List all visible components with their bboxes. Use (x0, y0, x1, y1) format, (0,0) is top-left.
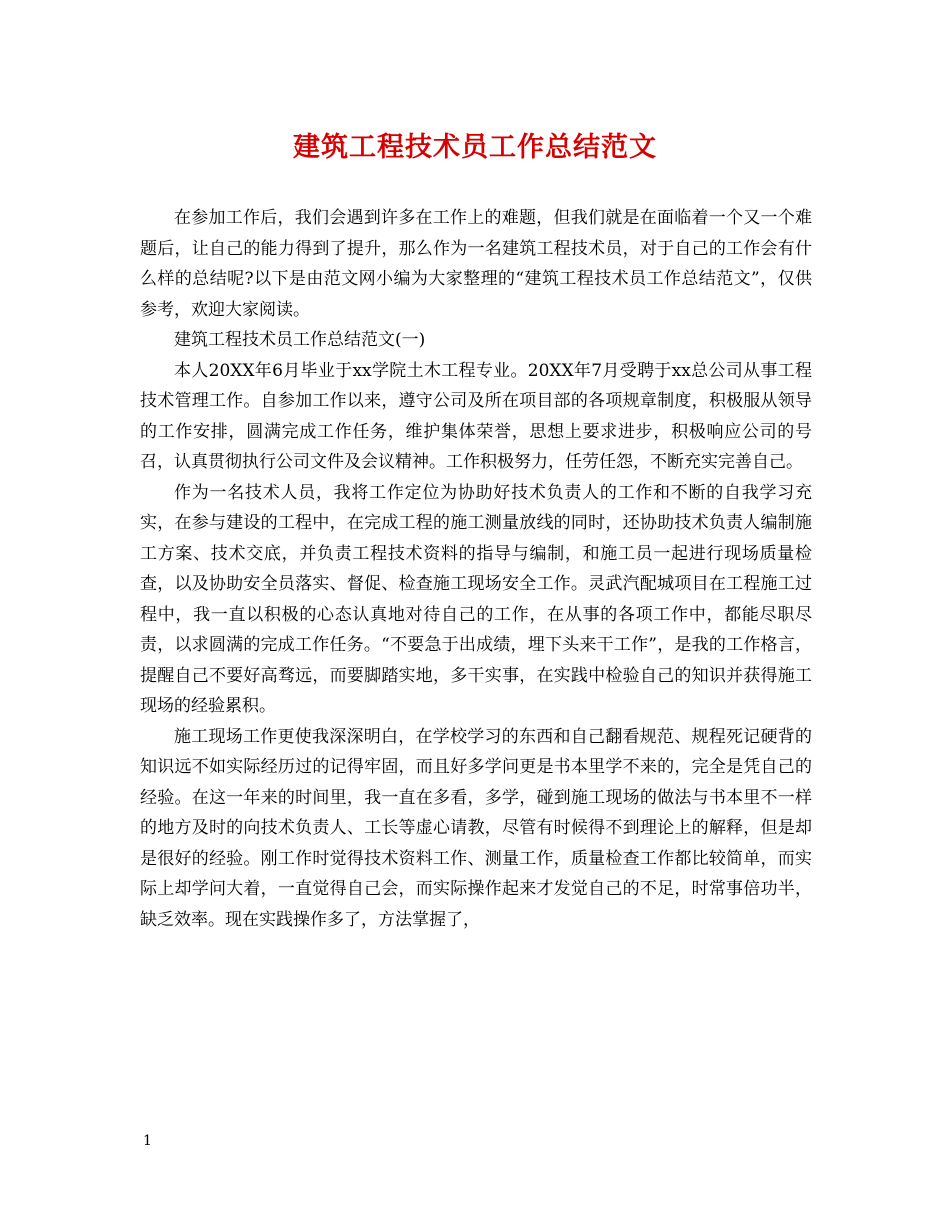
page-number: 1 (143, 1133, 152, 1149)
paragraph-background: 本人20XX年6月毕业于xx学院土木工程专业。20XX年7月受聘于xx总公司从事工程技术管理工作。自参加工作以来，遵守公司及所在项目部的各项规章制度，积极服从领导的工作安排，圆满完成工作任务，维护集体荣誉，思想上要求进步，积极响应公司的号召，认真贯彻执行公司文件及会议精神。工作积极努力，任劳任怨，不断充实完善自己。 (140, 360, 812, 472)
paragraph-experience: 施工现场工作更使我深深明白，在学校学习的东西和自己翻看规范、规程死记硬背的知识远不如实际经历过的记得牢固，而且好多学问更是书本里学不来的，完全是凭自己的经验。在这一年来的时间里，我一直在多看，多学，碰到施工现场的做法与书本里不一样的地方及时的向技术负责人、工长等虚心请教，尽管有时候得不到理论上的解释，但是却是很好的经验。刚工作时觉得技术资料工作、测量工作，质量检查工作都比较简单，而实际上却学问大着，一直觉得自己会，而实际操作起来才发觉自己的不足，时常事倍功半，缺乏效率。现在实践操作多了，方法掌握了， (140, 726, 812, 930)
paragraph-intro: 在参加工作后，我们会遇到许多在工作上的难题，但我们就是在面临着一个又一个难题后，让自己的能力得到了提升，那么作为一名建筑工程技术员，对于自己的工作会有什么样的总结呢?以下是由范文网小编为大家整理的“建筑工程技术员工作总结范文”，仅供参考，欢迎大家阅读。 (140, 208, 812, 320)
paragraph-section-heading: 建筑工程技术员工作总结范文(一) (174, 330, 426, 350)
document-body (140, 203, 812, 935)
document-title: 建筑工程技术员工作总结范文 (293, 132, 657, 163)
paragraph-role: 作为一名技术人员，我将工作定位为协助好技术负责人的工作和不断的自我学习充实，在参与建设的工程中，在完成工程的施工测量放线的同时，还协助技术负责人编制施工方案、技术交底，并负责工程技术资料的指导与编制，和施工员一起进行现场质量检查，以及协助安全员落实、督促、检查施工现场安全工作。灵武汽配城项目在工程施工过程中，我一直以积极的心态认真地对待自己的工作，在从事的各项工作中，都能尽职尽责，以求圆满的完成工作任务。“不要急于出成绩，埋下头来干工作”，是我的工作格言，提醒自己不要好高骛远，而要脚踏实地，多干实事，在实践中检验自己的知识并获得施工现场的经验累积。 (140, 482, 812, 716)
